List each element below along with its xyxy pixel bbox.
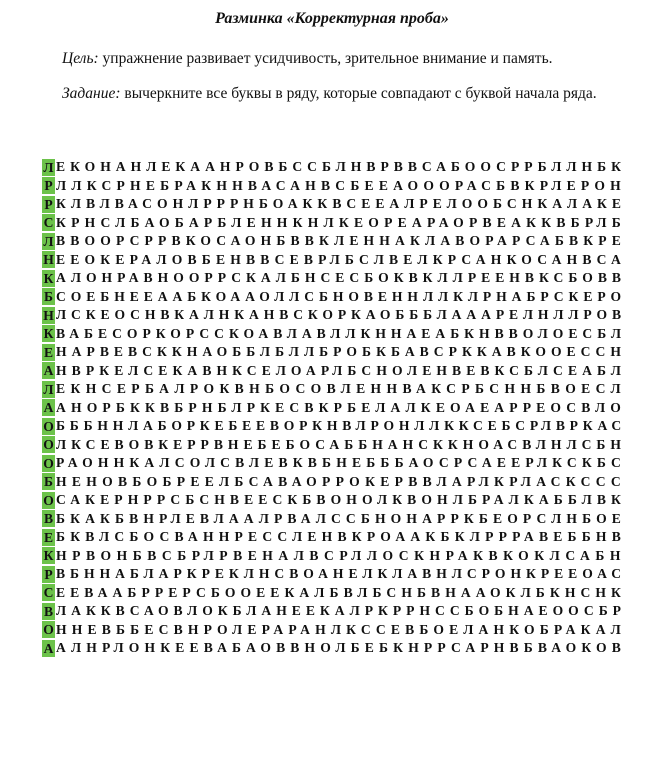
row-start-letter[interactable]: Р [42, 177, 55, 194]
row-letters[interactable]: БКВЛСБОСВАННРЕССЛЕНВКРОААКБКЛРРРАВЕББНВ [56, 529, 626, 544]
letter-row [42, 491, 627, 510]
row-letters[interactable]: ВВООРСРРВКОСАОНБВВКЛЕННАКЛАВОРАРСАБВКРЕ [56, 233, 626, 248]
letter-row [42, 399, 627, 418]
letter-row [42, 473, 627, 492]
letter-row [42, 547, 627, 566]
row-start-letter[interactable]: Н [43, 252, 54, 268]
row-start-letter[interactable]: О [43, 418, 54, 434]
row-letters[interactable]: НРВОНБВСБРЛРВЕНАЛВСРЛЛОСКНРАКВКОКЛСАБН [56, 547, 626, 563]
row-letters[interactable]: ЛАККВСАОВЛОКБЛАНЕЕКАЛРКРРНССБОБНАЕООСБР [56, 603, 626, 618]
row-start-letter[interactable]: Н [43, 307, 54, 323]
letter-row [42, 454, 627, 473]
letter-row [42, 528, 627, 547]
row-start-letter[interactable]: Р [42, 566, 55, 583]
row-start-letter[interactable]: К [43, 270, 54, 286]
letter-row [42, 380, 627, 399]
row-start-letter[interactable]: В [43, 603, 54, 619]
row-start-letter[interactable]: Л [43, 233, 54, 249]
letter-row [42, 602, 627, 621]
row-start-letter[interactable]: Л [43, 381, 54, 397]
letter-row [42, 214, 627, 233]
row-start-letter[interactable]: К [43, 326, 54, 342]
row-letters[interactable]: ЕКОНАНЛЕКААНРОВБССБЛНВРВВСАБООСРРБЛЛНБК [56, 159, 626, 174]
row-start-letter[interactable]: О [43, 492, 54, 508]
row-letters[interactable]: НАРВЕВСККНАОББЛБЛЛБРОБКБАВСРККАВКООЕССН [56, 344, 626, 359]
row-letters[interactable]: ЕКНСЕРБАЛРОКВНБОСОВЛЕННВАКСРБСННБВОЕСЛ [56, 381, 626, 396]
row-start-letter[interactable]: А [43, 640, 54, 656]
row-start-letter[interactable]: В [43, 511, 54, 527]
letter-row [42, 306, 627, 325]
letter-row [42, 232, 627, 251]
page-title: Разминка «Корректурная проба» [215, 10, 449, 27]
row-letters[interactable]: НЕНОВБОБРЕЕЛБСАВАОРРОКЕРВВЛАРЛКРЛАСКССС [56, 473, 626, 489]
row-letters[interactable]: ЕЕОКЕРАЛОВБЕНВВСЕВРЛБСЛВЕЛКРСАНКОСАНВСА [56, 251, 626, 267]
row-start-letter[interactable]: Е [43, 344, 54, 360]
row-letters[interactable]: СОЕБНЕЕААБКОААОЛЛСБНОВЕННЛЛКЛРНАБРСКЕРО [56, 288, 626, 304]
row-letters[interactable]: НВРКЕЛСЕКАВНКСЕЛОАРЛБСНОЛЕНВЕВКСБЛСЕАБЛ [56, 362, 626, 378]
task-label: Задание: [62, 85, 121, 102]
row-letters[interactable]: ЕЕВААБРРЕРСБООЕЕКАЛБВЛБСНБВНААОКЛБКНСНК [56, 584, 626, 600]
row-letters[interactable]: БКАКБВНРЛЕВЛААЛРВАЛССБНОНАРРКБЕОРСЛНБОЕ [56, 510, 626, 526]
row-start-letter[interactable]: Б [44, 474, 53, 490]
task-text: вычеркните все буквы в ряду, которые совпадают с буквой начала ряда. [120, 85, 597, 102]
row-start-letter[interactable]: А [43, 400, 54, 416]
row-start-letter[interactable]: О [43, 622, 54, 638]
letter-row [42, 195, 627, 214]
letter-row [42, 565, 627, 584]
row-letters[interactable]: ВАБЕСОРКОРССКОАВЛАВЛЛКННАЕАБКНВВОЛОЕСБЛ [56, 325, 626, 341]
row-letters[interactable]: КРНСЛБАОБАРБЛЕННКНЛКЕОРЕАРАОРВЕАККВБРЛБ [56, 214, 626, 230]
row-letters[interactable]: АЛОНРАВНООРРСКАЛБНСЕСБОКВКЛЛРЕЕНВКСБОВВ [56, 270, 626, 285]
letter-row [42, 362, 627, 381]
letter-row [42, 288, 627, 307]
letter-row [42, 251, 627, 270]
row-start-letter[interactable]: Е [43, 529, 54, 545]
letter-row [42, 510, 627, 529]
row-start-letter[interactable]: С [43, 215, 54, 231]
row-start-letter[interactable]: А [43, 363, 54, 379]
row-start-letter[interactable]: К [43, 548, 54, 564]
row-letters[interactable]: ЛЛКСРНЕБРАКННВАСАНВСБЕЕАОООРАСБВКРЛЕРОН [56, 177, 626, 193]
letter-grid [42, 158, 627, 658]
letter-row [42, 343, 627, 362]
letter-row [42, 417, 627, 436]
row-letters[interactable]: САКЕРНРРСБСНВЕЕСКБВОНОЛКВОНЛБРАЛКАББЛВК [56, 492, 626, 507]
row-letters[interactable]: РАОННКАЛСОЛСВЛЕВКВБНЕБББАОСРСАЕЕРЛКСКБС [56, 455, 626, 470]
goal-text: упражнение развивает усидчивость, зрительное внимание и память. [98, 50, 553, 67]
row-letters[interactable]: КЛВЛВАСОНЛРРРНБОАККВСЕЕАЛРЕЛООБСНКАЛАКЕ [56, 196, 626, 211]
row-letters[interactable]: ЛКСЕВОВКЕРРВНЕБЕБОСАББНАНСККНОАСВЛНЛСБН [56, 436, 626, 452]
letter-row [42, 639, 627, 658]
task-paragraph [40, 83, 628, 104]
letter-row [42, 269, 627, 288]
letter-row [42, 584, 627, 603]
row-letters[interactable]: ННЕВББЕСВНРОЛЕРАРАНЛКССЕВБОЕЛАНКОБРАКАЛ [56, 621, 626, 637]
row-start-letter[interactable]: Р [42, 196, 55, 213]
letter-row [42, 436, 627, 455]
row-letters[interactable]: АНОРБККВБРНБЛРКЕСВКРБЕЛАЛКЕОАЕАРРЕОСВЛО [56, 399, 626, 415]
letter-row [42, 325, 627, 344]
row-start-letter[interactable]: С [43, 585, 54, 601]
row-letters[interactable]: БББННЛАБОРКЕБЕЕВОРКНВЛРОНЛЛККСЕБСРЛВРКАС [56, 418, 626, 433]
row-start-letter[interactable]: О [43, 437, 54, 453]
row-letters[interactable]: ЛСКЕОСНВКАЛНКАНВСКОРКАОБББЛАААРЕЛНЛЛРОВ [56, 307, 626, 322]
row-start-letter[interactable]: Б [44, 289, 53, 305]
letter-row [42, 621, 627, 640]
letter-row [42, 158, 627, 177]
letter-row [42, 177, 627, 196]
row-letters[interactable]: ВБННАБЛАРКРЕКЛНСВОАНЕЛКЛАВНЛСРОНКРЕЕОАС [56, 566, 626, 581]
goal-label: Цель: [62, 50, 99, 67]
goal-paragraph [40, 48, 628, 69]
row-start-letter[interactable]: О [43, 455, 54, 471]
row-letters[interactable]: АЛНРЛОНКЕЕВАБАОВВНОЛБЕБКНРРСАРНВБВАОКОВ [56, 640, 626, 655]
row-start-letter[interactable]: Л [43, 159, 54, 175]
